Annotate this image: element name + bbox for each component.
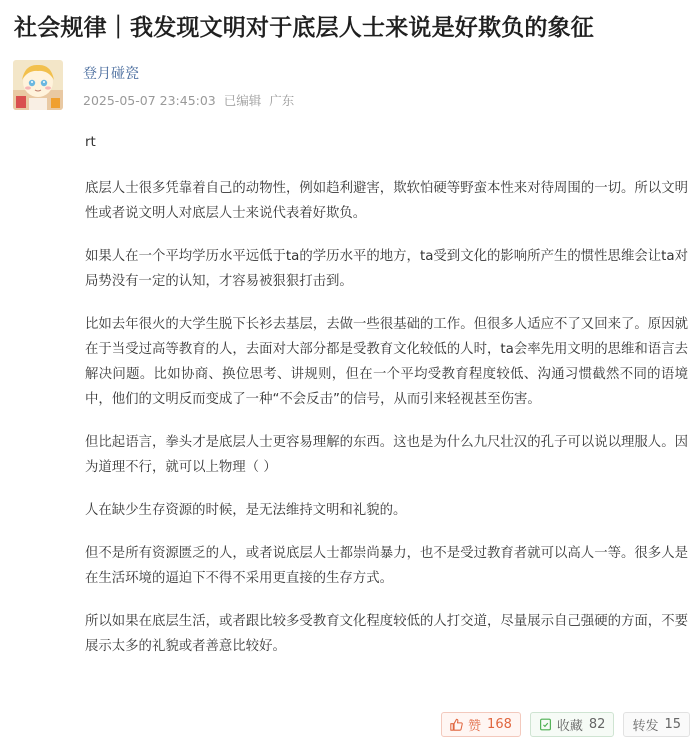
like-label: 赞 — [468, 719, 482, 734]
post-paragraph: rt — [85, 135, 96, 150]
favorite-button[interactable] — [530, 712, 615, 737]
share-label: 转发 — [632, 719, 659, 734]
post-paragraph: 底层人士很多凭靠着自己的动物性，例如趋利避害，欺软怕硬等野蛮本性来对待周围的一切。所以文明性或者说文明人对底层人士来说代表着好欺负。 — [85, 181, 688, 221]
edited-flag: 已编辑 — [223, 93, 262, 108]
post-paragraph: 但不是所有资源匮乏的人，或者说底层人士都崇尚暴力，也不是受过教育者就可以高人一等。很多人是在生活环境的逼迫下不得不采用更直接的生存方式。 — [85, 546, 688, 586]
share-count: 15 — [664, 717, 681, 732]
author-name-link[interactable]: 登月碰瓷 — [83, 66, 139, 82]
post-paragraph: 如果人在一个平均学历水平远低于ta的学历水平的地方，ta受到文化的影响所产生的惯性思维会让ta对局势没有一定的认知，才容易被狠狠打击到。 — [85, 249, 688, 289]
post-content — [85, 130, 688, 677]
post-title: 社会规律｜我发现文明对于底层人士来说是好欺负的象征 — [14, 15, 594, 41]
post-location: 广东 — [269, 93, 295, 108]
thumbs-up-icon — [450, 718, 463, 731]
share-button[interactable] — [623, 712, 690, 737]
post-paragraph: 所以如果在底层生活，或者跟比较多受教育文化程度较低的人打交道，尽量展示自己强硬的方面，不要展示太多的礼貌或者善意比较好。 — [85, 614, 688, 654]
post-meta — [83, 92, 298, 110]
favorite-label: 收藏 — [556, 719, 583, 734]
post-actions — [441, 712, 690, 737]
avatar-image — [13, 60, 63, 110]
like-count: 168 — [487, 717, 512, 732]
bookmark-icon — [539, 718, 552, 731]
author-avatar[interactable] — [13, 60, 63, 110]
post-timestamp: 2025-05-07 23:45:03 — [83, 93, 216, 108]
post-paragraph: 人在缺少生存资源的时候，是无法维持文明和礼貌的。 — [85, 503, 407, 518]
post-paragraph: 比如去年很火的大学生脱下长衫去基层，去做一些很基础的工作。但很多人适应不了又回来了。原因就在于当受过高等教育的人，去面对大部分都是受教育文化较低的人时，ta会率先用文明的思维和语言去解决问题。比如协商、换位思考、讲规则，但在一个平均受教育程度较低、沟通习惯截然不同的语境中，他们的文明反而变成了一种“不会反击”的信号，从而引来轻视甚至伤害。 — [85, 317, 688, 407]
favorite-count: 82 — [588, 717, 606, 732]
like-button[interactable] — [441, 712, 521, 737]
post-paragraph: 但比起语言，拳头才是底层人士更容易理解的东西。这也是为什么九尺壮汉的孔子可以说以理服人。因为道理不行，就可以上物理（ ） — [85, 435, 688, 475]
